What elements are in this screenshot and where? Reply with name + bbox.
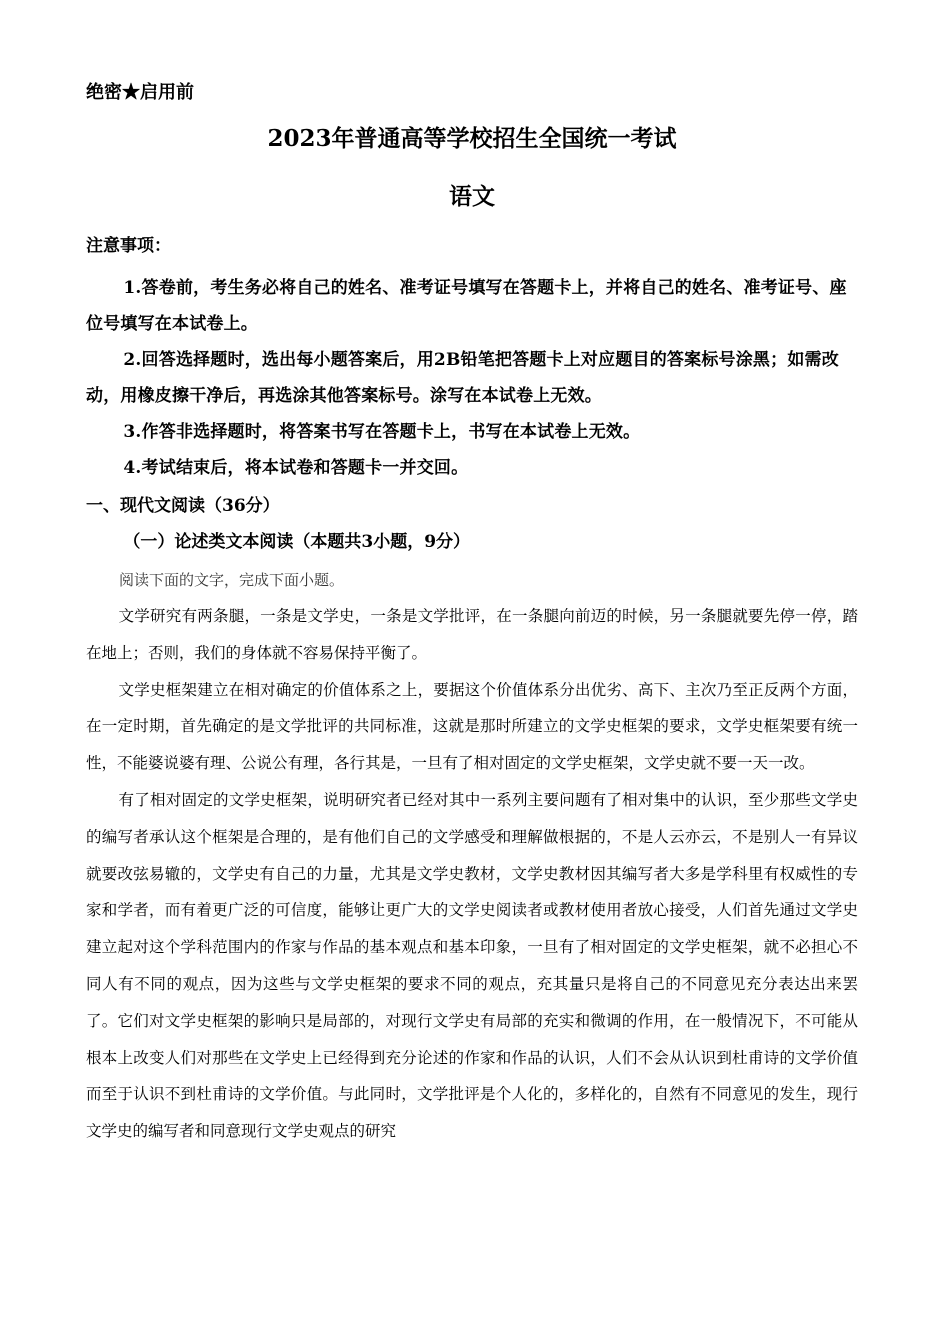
- passage-paragraph: 文学研究有两条腿，一条是文学史，一条是文学批评，在一条腿向前迈的时候，另一条腿就要先停一停，踏在地上；否则，我们的身体就不容易保持平衡了。: [86, 607, 858, 662]
- section-title: 一、现代文阅读（36分）: [86, 496, 280, 516]
- notice-item: 4.考试结束后，将本试卷和答题卡一并交回。: [123, 458, 469, 478]
- subject-title: 语文: [449, 183, 495, 210]
- passage-paragraph: 文学史框架建立在相对确定的价值体系之上，要据这个价值体系分出优劣、高下、主次乃至正反两个方面，在一定时期，首先确定的是文学批评的共同标准，这就是那时所建立的文学史框架的要求，文学史框架要有统一性，不能婆说婆有理、公说公有理，各行其是，一旦有了相对固定的文学史框架，文学史就不要一天一改。: [86, 680, 858, 773]
- exam-title: 2023年普通高等学校招生全国统一考试: [267, 125, 677, 152]
- notice-item: 1.答卷前，考生务必将自己的姓名、准考证号填写在答题卡上，并将自己的姓名、准考证号、座位号填写在本试卷上。: [86, 278, 847, 334]
- subsection-title: （一）论述类文本阅读（本题共3小题，9分）: [123, 532, 471, 552]
- notice-item: 2.回答选择题时，选出每小题答案后，用2B铅笔把答题卡上对应题目的答案标号涂黑；如需改动，用橡皮擦干净后，再选涂其他答案标号。涂写在本试卷上无效。: [86, 350, 839, 406]
- passage-paragraph: 有了相对固定的文学史框架，说明研究者已经对其中一系列主要问题有了相对集中的认识，至少那些文学史的编写者承认这个框架是合理的，是有他们自己的文学感受和理解做根据的，不是人云亦云，不是别人一有异议就要改弦易辙的，文学史有自己的力量，尤其是文学史教材，文学史教材因其编写者大多是学科里有权威性的专家和学者，而有着更广泛的可信度，能够让更广大的文学史阅读者或教材使用者放心接受，人们首先通过文学史建立起对这个学科范围内的作家与作品的基本观点和基本印象，一旦有了相对固定的文学史框架，就不必担心不同人有不同的观点，因为这些与文学史框架的要求不同的观点，充其量只是将自己的不同意见充分表达出来罢了。它们对文学史框架的影响只是局部的，对现行文学史有局部的充实和微调的作用，在一般情况下，不可能从根本上改变人们对那些在文学史上已经得到充分论述的作家和作品的认识，人们不会从认识到杜甫诗的文学价值而至于认识不到杜甫诗的文学价值。与此同时，文学批评是个人化的，多样化的，自然有不同意见的发生，现行文学史的编写者和同意现行文学史观点的研究: [86, 790, 858, 1141]
- confidential-label: 绝密★启用前: [86, 82, 194, 103]
- reading-instruction: 阅读下面的文字，完成下面小题。: [119, 571, 345, 589]
- notice-item: 3.作答非选择题时，将答案书写在答题卡上，书写在本试卷上无效。: [123, 422, 641, 442]
- notice-heading: 注意事项：: [86, 236, 171, 256]
